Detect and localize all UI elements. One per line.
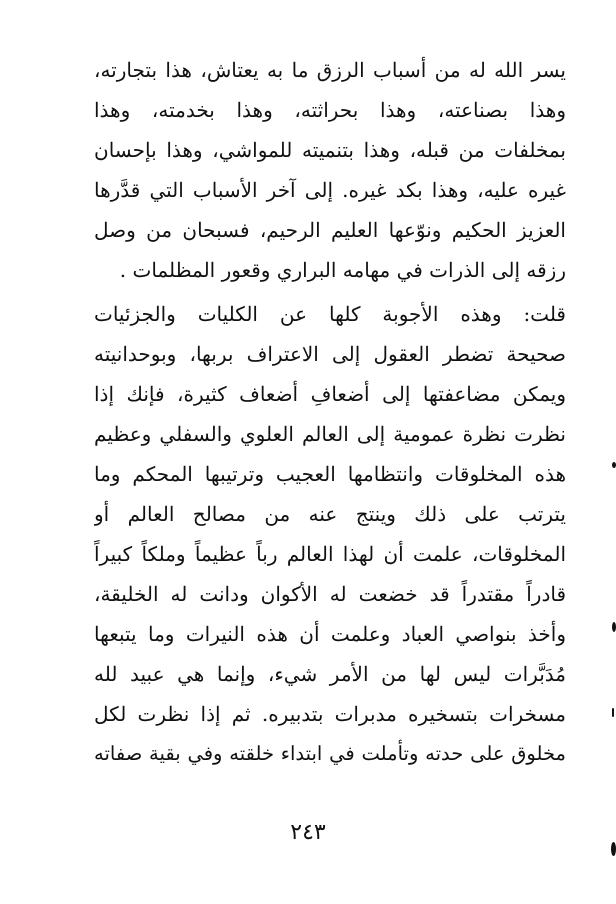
scan-edge-mark	[612, 622, 616, 632]
scan-edge-mark	[612, 462, 616, 468]
paragraph-2	[94, 294, 566, 774]
text-line: مخلوق على حدته وتأملت في ابتداء خلقته وفي بقية صفاته	[94, 742, 566, 765]
text-line: المخلوقات، علمت أن لهذا العالم رباً عظيماً وملكاً كبيراً	[94, 542, 566, 566]
text-line: وأخذ بنواصي العباد وعلمت أن هذه النيرات وما يتبعها	[94, 622, 566, 646]
text-line: قادراً مقتدراً قد خضعت له الأكوان ودانت له الخليقة،	[94, 582, 566, 606]
text-line: يترتب على ذلك وينتج عنه من مصالح العالم أو	[94, 502, 566, 526]
text-line: قلت: وهذه الأجوبة كلها عن الكليات والجزئيات	[94, 302, 566, 326]
text-line: مُدَبَّرات ليس لها من الأمر شيء، وإنما هي عبيد لله	[94, 662, 566, 686]
text-line: وهذا بصناعته، وهذا بحراثته، وهذا بخدمته، وهذا	[94, 98, 566, 122]
text-line: ويمكن مضاعفتها إلى أضعافِ أضعاف كثيرة، فإنك إذا	[94, 382, 566, 406]
text-line: نظرت نظرة عمومية إلى العالم العلوي والسفلي وعظيم	[94, 422, 566, 446]
text-line: يسر الله له من أسباب الرزق ما به يعتاش، هذا بتجارته،	[94, 58, 566, 82]
scan-edge-mark	[611, 842, 616, 856]
scan-edge-mark	[612, 708, 614, 717]
text-line: مسخرات بتسخيره مدبرات بتدبيره. ثم إذا نظرت لكل	[94, 702, 566, 726]
page-number: ٢٤٣	[290, 820, 326, 845]
text-line: رزقه إلى الذرات في مهامه البراري وقعور المظلمات .	[119, 258, 566, 282]
text-line: بمخلفات من قبله، وهذا بتنميته للمواشي، وهذا بإحسان	[94, 138, 566, 162]
text-line: غيره عليه، وهذا بكد غيره. إلى آخر الأسباب التي قدَّرها	[94, 178, 566, 202]
text-line: العزيز الحكيم ونوّعها العليم الرحيم، فسبحان من وصل	[94, 218, 566, 242]
body-text	[94, 50, 566, 774]
text-line: صحيحة تضطر العقول إلى الاعتراف بربها، وبوحدانيته	[94, 342, 566, 366]
paragraph-1	[94, 50, 566, 290]
text-line: هذه المخلوقات وانتظامها العجيب وترتيبها المحكم وما	[94, 462, 566, 486]
